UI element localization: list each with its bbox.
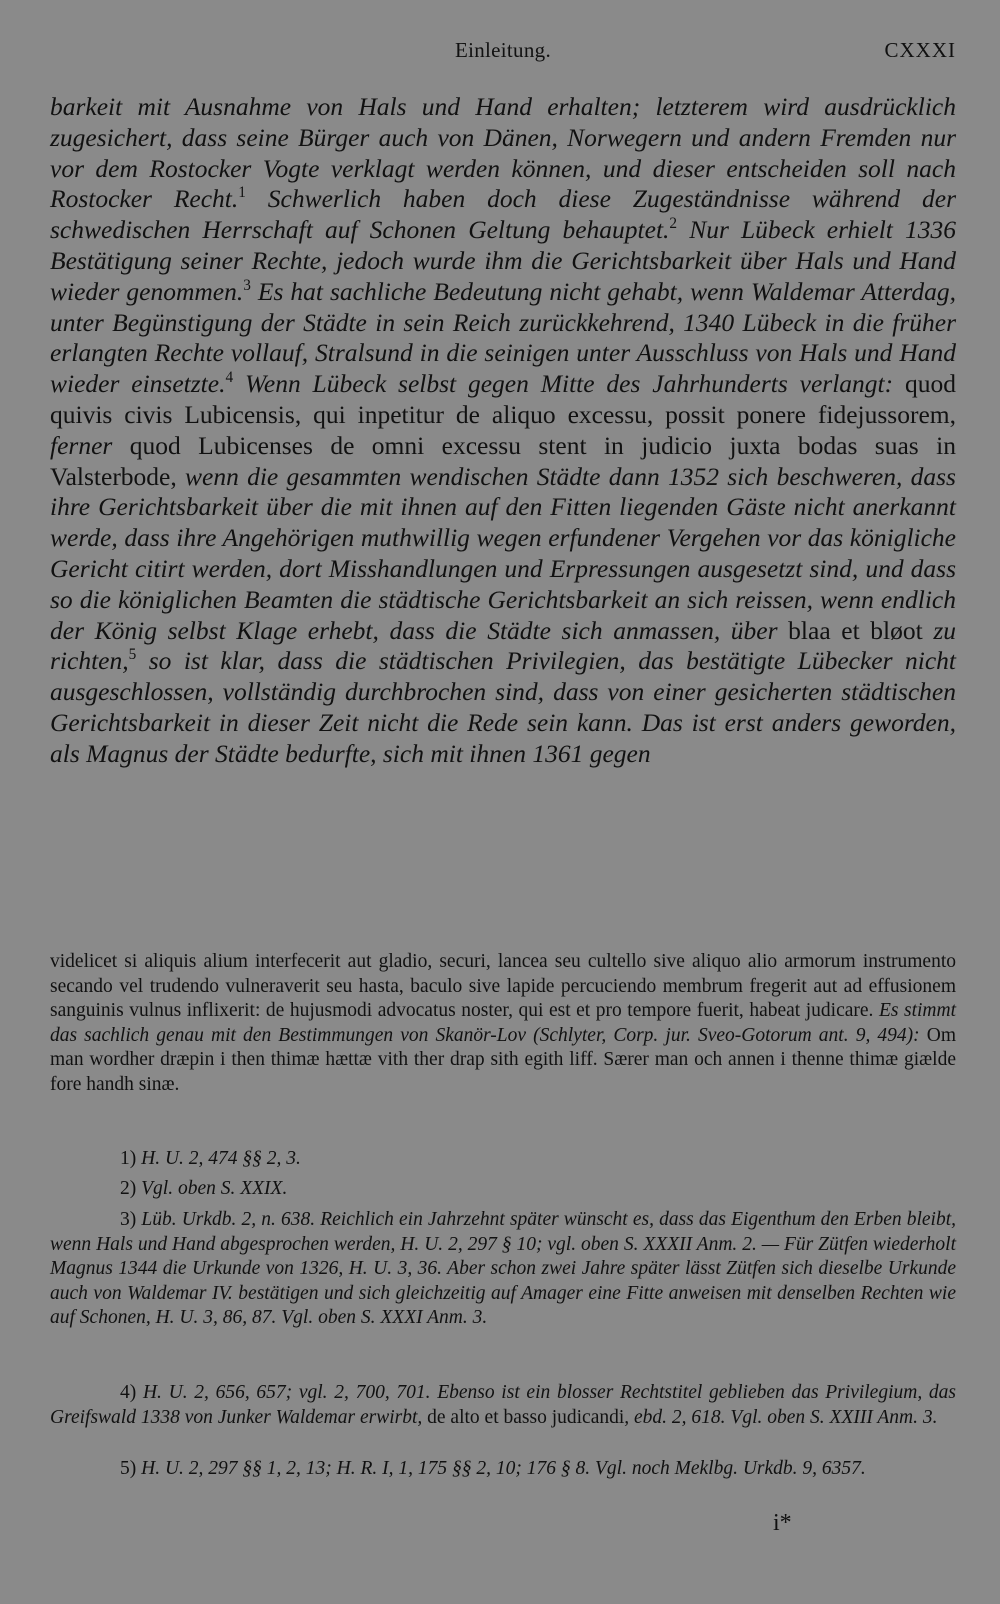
footnote-ref-4[interactable]: 4 bbox=[225, 369, 234, 387]
footnote-ref-3[interactable]: 3 bbox=[243, 276, 251, 294]
footnote-2 bbox=[50, 1177, 956, 1202]
footnote-ref-1[interactable]: 1 bbox=[238, 184, 246, 202]
footnote-continuation bbox=[50, 950, 956, 1098]
latin-quote: de alto et basso judicandi bbox=[427, 1406, 625, 1428]
old-swedish-quote: Om man wordher dræpin i then thimæ hættæ vith ther drap sith egith liff. Særer man och annen i thenne thimæ giælde fore handh sinæ. bbox=[50, 1024, 957, 1095]
text-italic: Es stimmt das sachlich genau mit den Bestimmungen von Skanör-Lov (Schlyter, Corp. jur. Sveo-Gotorum ant. 9, 494): bbox=[50, 1000, 956, 1046]
footnote-text: H. U. 2, 297 §§ 1, 2, 13; H. R. I, 1, 175 §§ 2, 10; 176 § 8. Vgl. noch Meklbg. Urkdb. 9, 6357. bbox=[141, 1458, 866, 1479]
danish-quote: blaa et bløot bbox=[788, 615, 923, 645]
text-italic: Schwerlich haben doch diese Zugeständnisse während der schwedischen Herrschaft auf Schonen Geltung behauptet. bbox=[50, 184, 957, 245]
footnote-label: 5) bbox=[120, 1458, 137, 1479]
text-italic: barkeit mit Ausnahme von Hals und Hand erhalten; letzterem wird ausdrücklich zugesichert, dass seine Bürger auch von Dänen, Norwegern und andern Fremden nur vor dem Rostocker Vogte verklagt werden können, und dieser entscheiden soll nach Rostocker Recht. bbox=[50, 92, 956, 214]
footnote-text: H. U. 2, 474 §§ 2, 3. bbox=[141, 1148, 301, 1169]
text-italic: ferner bbox=[50, 430, 113, 460]
running-title: Einleitung. bbox=[454, 38, 552, 62]
footnote-paragraph bbox=[50, 950, 956, 1098]
footnote-label: 1) bbox=[120, 1148, 137, 1169]
footnote-ref-2[interactable]: 2 bbox=[669, 215, 678, 233]
footnote-ref-5[interactable]: 5 bbox=[128, 646, 137, 664]
footnote-label: 4) bbox=[120, 1382, 137, 1403]
footnote-paragraph bbox=[50, 1381, 956, 1430]
footnote-1 bbox=[50, 1147, 956, 1172]
footnote-paragraph bbox=[50, 1147, 956, 1172]
footnote-paragraph bbox=[50, 1208, 956, 1331]
latin-quote: quod quivis civis Lubicensis, qui inpetitur de aliquo excessu, possit ponere fidejussorem, bbox=[50, 369, 956, 429]
footnote-3 bbox=[50, 1208, 956, 1331]
footnote-label: 2) bbox=[120, 1178, 137, 1199]
text-italic: zu richten, bbox=[50, 615, 956, 676]
text-italic: Nur Lübeck erhielt 1336 Bestätigung seiner Rechte, jedoch wurde ihm die Gerichtsbarkeit über Hals und Hand wieder genommen. bbox=[50, 215, 956, 306]
signature-mark: i* bbox=[773, 1510, 792, 1536]
text-italic: Es hat sachliche Bedeutung nicht gehabt, wenn Waldemar Atterdag, unter Begünstigung der Städte in sein Reich zurückkehrend, 1340 Lübeck in die früher erlangten Rechte vollauf, Stralsund in die seinigen unter Ausschluss von Hals und Hand wieder einsetzte. bbox=[50, 276, 956, 399]
text-italic: so ist klar, dass die städtischen Privilegien, das bestätigte Lübecker nicht ausgeschlossen, vollständig durchbrochen sind, dass von einer gesicherten städtischen Gerichtsbarkeit in dieser Zeit nicht die Rede sein kann. Das ist erst anders geworden, als Magnus der Städte bedurfte, sich mit ihnen 1361 gegen bbox=[50, 646, 956, 768]
text-italic: wenn die gesammten wendischen Städte dann 1352 sich beschweren, dass ihre Gerichtsbarkeit über die mit ihnen auf den Fitten liegenden Gäste nicht anerkannt werde, dass ihre Angehörigen muthwillig wegen erfundener Vergehen vor das königliche Gericht citirt werden, dort Misshandlungen und Erpressungen ausgesetzt sind, und dass so die königlichen Beamten die städtische Gerichtsbarkeit an sich reissen, wenn endlich der König selbst Klage erhebt, dass die Städte sich anmassen, über bbox=[50, 461, 956, 645]
footnote-5 bbox=[50, 1457, 956, 1482]
footnote-text: Vgl. oben S. XXIX. bbox=[141, 1178, 288, 1199]
text-italic: Wenn Lübeck selbst gegen Mitte des Jahrhunderts verlangt: bbox=[233, 369, 905, 399]
footnote-text: , ebd. 2, 618. Vgl. oben S. XXIII Anm. 3. bbox=[624, 1406, 938, 1428]
footnote-text: Lüb. Urkdb. 2, n. 638. Reichlich ein Jahrzehnt später wünscht es, dass das Eigenthum den Erben bleibt, wenn Hals und Hand abgesprochen werden, H. U. 2, 297 § 10; vgl. oben S. XXXII Anm. 2. — Für Zütfen wiederholt Magnus 1344 die Urkunde von 1326, H. U. 3, 36. Aber schon zwei Jahre später lässt Zütfen sich dieselbe Urkunde auch von Waldemar IV. bestätigen und sich gleichzeitig auf Amager eine Fitte anweisen mit denselben Rechten wie auf Schonen, H. U. 3, 86, 87. Vgl. oben S. XXXI Anm. 3. bbox=[50, 1209, 956, 1329]
page-number: CXXXI bbox=[884, 38, 956, 62]
latin-quote: quod Lubicenses de omni excessu stent in judicio juxta bodas suas in Valsterbode, bbox=[50, 430, 956, 491]
footnote-text: H. U. 2, 656, 657; vgl. 2, 700, 701. Ebenso ist ein blosser Rechtstitel geblieben das Privilegium, das Greifswald 1338 von Junker Waldemar erwirbt, bbox=[50, 1382, 956, 1428]
footnote-paragraph bbox=[50, 1177, 956, 1202]
main-text bbox=[50, 92, 956, 770]
footnote-paragraph bbox=[50, 1457, 956, 1482]
latin-quote: videlicet si aliquis alium interfecerit aut gladio, securi, lancea seu cultello sive aliquo alio armorum instrumento secando vel trudendo vulneraverit seu hasta, baculo sive lapide percuciendo membrum fregerit aut ad effusionem sanguinis vulnus inflixerit: de hujusmodi advocatus noster, qui est et pro tempore fuerit, habeat judicare. bbox=[50, 951, 956, 1022]
footnote-4 bbox=[50, 1381, 956, 1430]
footnote-label: 3) bbox=[120, 1209, 137, 1230]
body-paragraph bbox=[50, 92, 956, 770]
